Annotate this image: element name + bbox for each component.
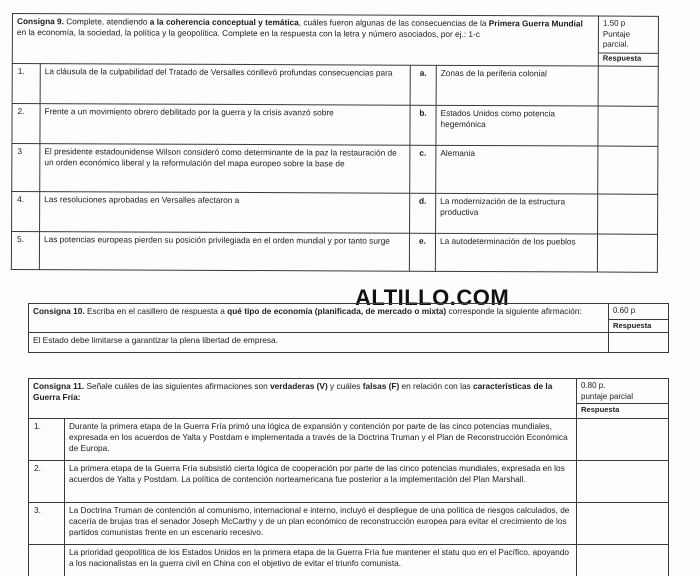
instruction-text: en relación con las	[399, 381, 474, 391]
table-row	[29, 503, 669, 545]
row-option: Estados Unidos como potencia hegemónica	[436, 105, 598, 146]
table-row	[11, 231, 657, 272]
row-statement: Frente a un movimiento obrero debilitado por la guerra y la crisis avanzó sobre	[40, 103, 410, 145]
instruction-bold: a la coherencia conceptual y temática	[149, 16, 299, 28]
answer-cell[interactable]	[577, 461, 669, 503]
consigna-10-respuesta-label: Respuesta	[613, 320, 652, 330]
instruction-text: Complete, atendiendo	[66, 16, 150, 27]
consigna-10-statement: El Estado debe limitarse a garantizar la plena libertad de empresa.	[29, 332, 609, 352]
answer-cell[interactable]	[598, 146, 658, 194]
table-row	[12, 63, 658, 106]
consigna-10-table	[28, 303, 669, 353]
answer-cell[interactable]	[598, 194, 658, 234]
row-statement: Las potencias europeas pierden su posición privilegiada en el orden mundial y por tanto surge	[39, 231, 409, 271]
instruction-text: corresponde la siguiente afirmación:	[446, 306, 582, 316]
consigna-11-score-note: puntaje parcial	[581, 391, 634, 401]
table-row	[12, 143, 658, 194]
answer-cell[interactable]	[577, 419, 669, 461]
table-row	[29, 332, 669, 352]
table-row	[29, 545, 669, 576]
instruction-bold: falsas (F)	[362, 381, 400, 391]
answer-cell[interactable]	[598, 106, 658, 146]
row-option: La modernización de la estructura productiva	[436, 193, 598, 234]
instruction-bold: Primera Guerra Mundial	[488, 18, 583, 29]
consigna-10-instruction	[29, 304, 609, 333]
consigna-9-instruction	[12, 14, 598, 66]
consigna-11-score: 0.80 p.	[581, 381, 606, 390]
row-statement: La primera etapa de la Guerra Fría subsistió cierta lógica de cooperación por parte de las cinco potencias mundiales, expresada en los acuerdos de Yalta y Postdam. La política de contención norteamericana fue posterior a la implementación del Plan Marshall.	[65, 461, 577, 503]
row-statement: Durante la primera etapa de la Guerra Fría primó una lógica de expansión y contención por parte de las cinco potencias mundiales, expresada en los acuerdos de Yalta y Postdam e implementada a través de la Doctrina Truman y el Plan de Reconstrucción Económica de Europa.	[65, 419, 577, 461]
answer-cell[interactable]	[597, 234, 657, 272]
consigna-11-respuesta-label: Respuesta	[577, 403, 668, 416]
row-option: Zonas de la periferia colonial	[436, 65, 598, 106]
answer-cell[interactable]	[577, 503, 669, 545]
instruction-text: en la economía, la sociedad, la política y la geopolítica. Complete en la respuesta con la letra y número asociados, por ej.: 1-c	[16, 26, 480, 39]
consigna-11-table	[28, 378, 669, 576]
table-row	[12, 191, 658, 234]
row-letter: b.	[410, 105, 436, 145]
instruction-bold: verdaderas (V)	[270, 381, 328, 391]
row-number: 3	[12, 143, 40, 191]
consigna-11-score-cell	[577, 379, 669, 419]
consigna-11-label: Consigna 11.	[33, 381, 85, 391]
row-option: Alemania	[436, 145, 598, 194]
answer-cell[interactable]	[577, 545, 669, 576]
consigna-10-score: 0.60 p	[609, 304, 668, 320]
row-letter: a.	[410, 65, 436, 105]
consigna-10-label: Consigna 10.	[33, 306, 85, 316]
instruction-bold: características de la Guerra Fría:	[33, 381, 553, 402]
row-number: 1.	[29, 419, 65, 461]
consigna-9-score-note: Puntaje parcial.	[602, 29, 631, 49]
instruction-text: Escriba en el casillero de respuesta a	[84, 306, 228, 316]
row-letter: e.	[409, 233, 435, 271]
row-number: 2.	[12, 103, 40, 143]
instruction-text: , cuáles fueron algunas de las consecuencias de la	[298, 17, 489, 29]
watermark-logo: ALTILLO.COM	[355, 285, 510, 310]
consigna-11-instruction	[29, 379, 577, 419]
row-number	[29, 545, 65, 576]
consigna-9-score-cell	[598, 16, 658, 66]
instruction-text: Señale cuáles de las siguientes afirmaciones son	[84, 381, 271, 391]
answer-cell[interactable]	[598, 66, 658, 106]
table-row	[29, 461, 669, 503]
table-row	[29, 419, 669, 461]
row-letter: d.	[410, 193, 436, 233]
consigna-9-table	[11, 13, 659, 272]
row-statement: El presidente estadounidense Wilson consideró como determinante de la paz la restauración de un orden económico liberal y la reformulación del mapa europeo sobre la base de	[40, 143, 410, 193]
consigna-10-score-cell	[609, 304, 669, 333]
row-option: La autodeterminación de los pueblos	[435, 233, 597, 272]
instruction-text: y cuáles	[327, 381, 363, 391]
instruction-bold: qué tipo de economía (planificada, de mercado o mixta)	[227, 306, 447, 316]
answer-cell[interactable]	[609, 332, 669, 352]
row-letter: c.	[410, 145, 436, 193]
row-number: 5.	[11, 231, 39, 269]
consigna-9-respuesta-label: Respuesta	[599, 52, 658, 63]
row-statement: La Doctrina Truman de contención al comunismo, internacional e interno, incluyó el despliegue de una política de riesgos calculados, de cacería de brujas tras el senador Joseph McCarthy y de un plan económico de reconstrucción europea para evitar el crecimiento de los partidos comunistas frente en un escenario recesivo.	[65, 503, 577, 545]
table-row	[12, 103, 658, 146]
row-number: 1.	[12, 63, 40, 103]
row-number: 4.	[12, 191, 40, 231]
consigna-9-score: 1.50 p	[602, 18, 626, 28]
row-number: 2.	[29, 461, 65, 503]
row-statement: Las resoluciones aprobadas en Versalles afectaron a	[40, 191, 410, 233]
row-number: 3.	[29, 503, 65, 545]
row-statement: La prioridad geopolítica de los Estados Unidos en la primera etapa de la Guerra Fría fue mantener el statu quo en el Pacífico, apoyando a los nacionalistas en la guerra civil en China con el objetivo de evitar el triunfo comunista.	[65, 545, 577, 576]
row-statement: La cláusula de la culpabilidad del Tratado de Versalles conllevó profundas consecuencias para	[40, 63, 410, 105]
consigna-9-label: Consigna 9.	[16, 16, 65, 27]
